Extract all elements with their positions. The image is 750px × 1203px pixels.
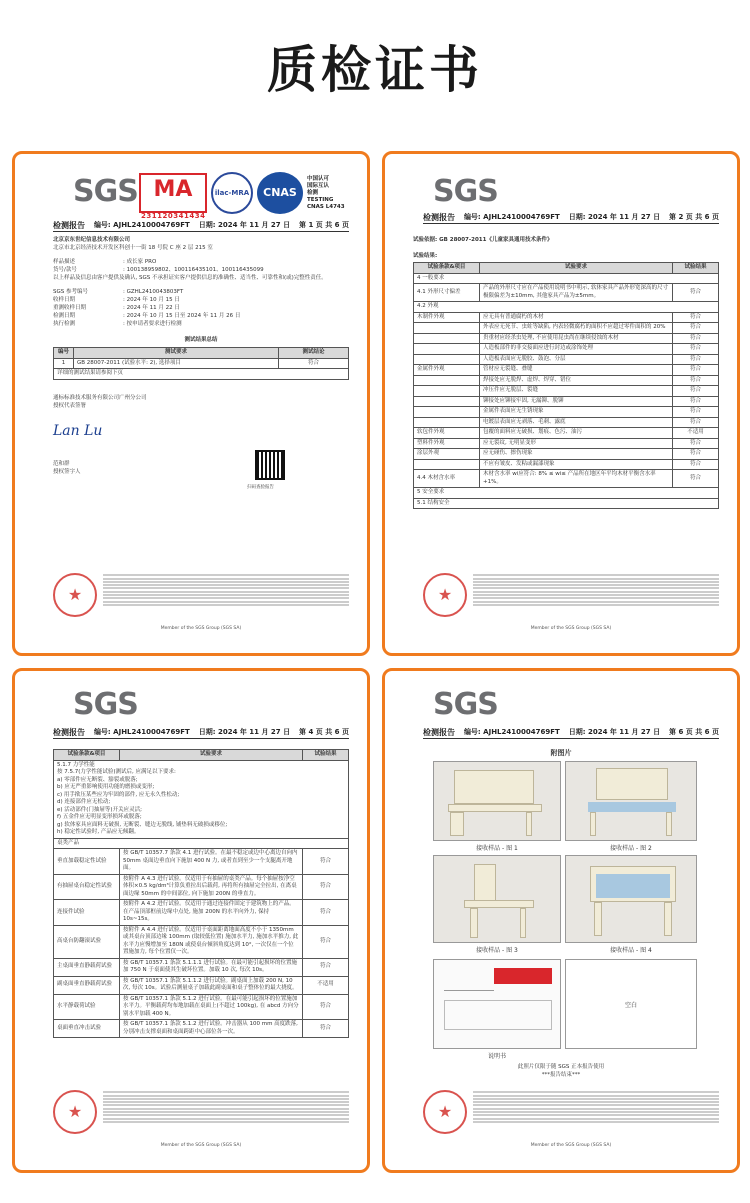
table-row [414, 284, 719, 302]
manual-photo[interactable] [433, 959, 561, 1049]
intro-cell [54, 760, 349, 838]
field-value: : 按申请者要求进行检测 [123, 321, 182, 327]
photo-caption: 接收样品 - 图 4 [610, 947, 652, 954]
report-label: 检测报告 [53, 728, 85, 737]
cnas-caption-line: 国际互认 [307, 182, 330, 189]
table-row [414, 386, 719, 397]
requirement-cell: 木材含水率 wi应符合: 8% ≤ wi≤ 产品所在地区年平均木材平衡含水率+1%。 [480, 470, 673, 488]
requirement-cell: 焊接处应无脱焊、虚焊、焊穿、错位 [480, 375, 673, 386]
header-divider [423, 223, 719, 224]
field-label: 执行检测 [53, 321, 76, 327]
table-row [414, 449, 719, 460]
item-cell [414, 396, 480, 407]
table-row [54, 900, 349, 926]
item-cell: 涂层外观 [414, 449, 480, 460]
requirement-cell: 人造板部件的非交接面应进行封边或涂饰处理 [480, 344, 673, 355]
summary-note: 详细的测试结果请参阅下页 [54, 369, 349, 380]
page-number: 第 1 页 共 6 页 [299, 221, 349, 229]
requirement-cell: 按 GB/T 10357.7 条款 4.1 进行试验。在最不稳定或边中心离边自向内 50mm 桌面边垂直向下施加 400 N 力, 或者直到至少一个支腿离开地面。 [120, 849, 303, 875]
report-date: 日期: 2024 年 11 月 27 日 [568, 728, 661, 736]
report-footer [423, 1090, 719, 1148]
table-row [414, 273, 719, 284]
requirement-cell: 金属件表面应无生锈现象 [480, 407, 673, 418]
table-row [414, 396, 719, 407]
requirement-cell: 产品的外形尺寸应在产品使用说明书中明示, 软体家具产品外形宽深高的尺寸极限偏差为±10mm, 其他家具产品为±5mm。 [480, 284, 673, 302]
field-value: : 2024 年 10 月 15 日 [123, 297, 180, 303]
table-row [414, 438, 719, 449]
result-cell: 符合 [673, 284, 719, 302]
sgs-stamp [53, 1090, 97, 1134]
result-cell: 符合 [303, 849, 349, 875]
item-cell: 4.1 外形尺寸偏差 [414, 284, 480, 302]
signer-name: 范和群 [53, 460, 70, 467]
requirement-cell: 按 GB/T 10357.1 条款 5.1.1.1 进行试验。在最可能引起损坏的位置施加 750 N 于桌面使其生破坏位置。加载 10 次, 每次 10s。 [120, 958, 303, 976]
requirement-cell: 应无裂纹, 无明显变形 [480, 438, 673, 449]
photo-caption: 接收样品 - 图 3 [476, 947, 518, 954]
table-row [54, 958, 349, 976]
table-row [414, 354, 719, 365]
result-cell: 符合 [303, 1020, 349, 1038]
table-row [414, 428, 719, 439]
table-row [414, 302, 719, 313]
requirement-cell: 按 GB/T 10357.1 条款 5.1.2 进行试验。在最可能引起损坏的位置施加水平力。平衡载荷均布地加载在桌面上(不超过 100kg), 在 abcd 方向分别水平加载 400 N。 [120, 994, 303, 1020]
requirement-cell: 贵重材应经杀虫处理, 不应使用昆虫尚在继续侵蚀的木材 [480, 333, 673, 344]
cma-logo [139, 173, 207, 220]
cnas-caption [307, 176, 345, 211]
result-cell: 符合 [673, 323, 719, 334]
table-row [54, 976, 349, 994]
result-cell: 符合 [673, 312, 719, 323]
item-cell [414, 417, 480, 428]
page-number: 第 6 页 共 6 页 [669, 728, 719, 736]
table-row [54, 369, 349, 380]
field-value: : 成长家 PRO [123, 259, 157, 265]
intro-line: e) 活动部件(门抽屉等)开关应灵活; [57, 806, 142, 813]
sample-field-row [53, 266, 349, 274]
result-cell: 符合 [673, 344, 719, 355]
result-cell: 符合 [303, 994, 349, 1020]
item-cell [414, 323, 480, 334]
result-cell: 不适用 [673, 428, 719, 439]
result-header: 试验要求 [480, 263, 673, 274]
result-cell: 符合 [673, 407, 719, 418]
summary-cell: 1 [54, 358, 74, 369]
sample-field-row [53, 288, 349, 296]
summary-title: 测试结果总结 [184, 337, 218, 343]
item-cell: 软包件外观 [414, 428, 480, 439]
cnas-caption-line: TESTING [307, 196, 334, 203]
star-icon: ★ [437, 585, 453, 604]
sgs-logo: SGS [73, 174, 138, 209]
legal-fine-print [473, 573, 719, 611]
table-row [414, 375, 719, 386]
table-row [54, 849, 349, 875]
table-row [54, 838, 349, 849]
item-cell: 有抽屉桌台稳定性试验 [54, 874, 120, 900]
signer-org: 通标标准技术服务有限公司广州分公司 [53, 394, 147, 401]
requirement-cell: 按 GB/T 10357.1 条款 5.1.2 进行试验。冲击器从 100 mm 高度跌落, 分别冲击支撑桌面和桌面跨距中心部位各一次。 [120, 1020, 303, 1038]
table-row [414, 312, 719, 323]
report-date: 日期: 2024 年 11 月 27 日 [568, 213, 661, 221]
cma-text: MA [153, 177, 193, 202]
item-cell: 金属件外观 [414, 365, 480, 376]
result-header: 试验条款&项目 [54, 750, 120, 761]
page-number: 第 4 页 共 6 页 [299, 728, 349, 736]
result-header: 试验条款&项目 [414, 263, 480, 274]
cnas-logo: CNAS [257, 172, 303, 214]
intro-line: g) 软体家具应面料无破损, 无断裂、缝边无脱线, 铺垫料无破损或移位; [57, 821, 228, 828]
result-table [413, 262, 719, 509]
field-label: SGS 参考编号 [53, 289, 88, 295]
requirement-cell: 铆接处应铆接牢固, 无漏铆、脱铆 [480, 396, 673, 407]
table-row [414, 407, 719, 418]
report-header [423, 212, 719, 223]
summary-header: 测试结论 [279, 348, 349, 359]
header-divider [423, 738, 719, 739]
requirement-cell: 不应有皱皮、发粘或漏漆现象 [480, 459, 673, 470]
mechanical-table [53, 749, 349, 1038]
intro-line: a) 零部件应无断裂、豁裂或脱落; [57, 776, 138, 783]
field-value: : 100138959802、100116435101、100116435099 [123, 267, 264, 273]
result-cell: 符合 [303, 958, 349, 976]
photo-caption: 说明书 [487, 1053, 506, 1060]
result-cell: 符合 [303, 925, 349, 958]
cnas-caption-line: CNAS L4743 [307, 203, 345, 210]
intro-line: 按 7.5.7(力学性能试验)测试后, 应满足以下要求: [57, 769, 176, 775]
report-header [53, 220, 349, 231]
section-cell: 5.1 结构安全 [414, 498, 719, 509]
result-cell: 符合 [673, 386, 719, 397]
section-cell: 5 安全要求 [414, 488, 719, 499]
result-cell: 符合 [303, 874, 349, 900]
signature: Lan Lu [53, 422, 103, 439]
result-cell: 符合 [673, 459, 719, 470]
report-number: 编号: AJHL2410004769FT [463, 728, 560, 736]
report-page-6-card[interactable] [382, 668, 740, 1173]
item-cell [414, 333, 480, 344]
summary-table [53, 347, 349, 380]
intro-line: b) 应无严重影响使用功能的磨损或变形; [57, 784, 155, 790]
intro-line: f) 五金件应无明显变形损坏或脱落; [57, 814, 142, 820]
sample-field-row [53, 258, 349, 266]
report-label: 检测报告 [423, 728, 455, 737]
requirement-cell: 应无碰伤、擦伤现象 [480, 449, 673, 460]
requirement-cell: 应无具有普通腐朽的木材 [480, 312, 673, 323]
sgs-logo: SGS [433, 174, 498, 209]
field-value: : GZHL2410043803FT [123, 289, 184, 295]
sample-field-row [53, 320, 349, 328]
sgs-stamp [53, 573, 97, 617]
result-title: 试验结果: [413, 253, 438, 259]
table-row [414, 488, 719, 499]
result-header: 试验要求 [120, 750, 303, 761]
report-footer [423, 573, 719, 631]
report-label: 检测报告 [53, 221, 85, 230]
item-cell [414, 375, 480, 386]
item-cell: 4.4 木材含水率 [414, 470, 480, 488]
sample-photo-2[interactable] [565, 761, 697, 841]
report-page-2-card[interactable] [382, 151, 740, 656]
result-cell: 符合 [303, 900, 349, 926]
item-cell: 高桌台防翻滚试验 [54, 925, 120, 958]
table-row [414, 323, 719, 334]
table-row [54, 1020, 349, 1038]
photo-caption: 接收样品 - 图 2 [610, 845, 652, 852]
sample-photo-1[interactable] [433, 761, 561, 841]
ilac-mra-logo: ilac-MRA [211, 172, 253, 214]
requirement-cell: 按附件 A 4.2 进行试验。仅适用于通过连接件固定于建筑物上的产品。在产品顶部框前边缘中点处, 施加 200N 的水平向外力, 保持 10s~15s。 [120, 900, 303, 926]
client-name: 北京京东世纪信息技术有限公司 [53, 237, 131, 243]
result-cell: 符合 [673, 375, 719, 386]
result-cell: 符合 [673, 365, 719, 376]
report-header [423, 727, 719, 738]
requirement-cell: 包覆的面料应无破损、划痕、色污、油污 [480, 428, 673, 439]
table-row [54, 994, 349, 1020]
sample-field-row [53, 304, 349, 312]
table-row [414, 333, 719, 344]
item-cell [414, 354, 480, 365]
item-cell: 副桌面垂直静载荷试验 [54, 976, 120, 994]
sgs-logo: SGS [433, 687, 498, 722]
report-label: 检测报告 [423, 213, 455, 222]
sgs-logo: SGS [73, 687, 138, 722]
report-header [53, 727, 349, 738]
item-cell: 主桌面垂直静载荷试验 [54, 958, 120, 976]
table-row [414, 470, 719, 488]
table-row [54, 760, 349, 838]
item-cell: 桌面垂直冲击试验 [54, 1020, 120, 1038]
report-date: 日期: 2024 年 11 月 27 日 [198, 728, 291, 736]
page-title: 质检证书 [267, 41, 483, 99]
requirement-cell: 外表应无死节、虫蛀等缺陷, 内表轻微腐朽的面积不应超过零件面积的 20% [480, 323, 673, 334]
star-icon: ★ [67, 585, 83, 604]
report-end: ***报告结束*** [541, 1072, 581, 1078]
table-row [54, 874, 349, 900]
table-row [54, 358, 349, 369]
table-row [414, 498, 719, 509]
report-number: 编号: AJHL2410004769FT [93, 728, 190, 736]
field-label: 重测收样日期 [53, 305, 87, 311]
field-value: : 2024 年 10 月 15 日至 2024 年 11 月 26 日 [123, 313, 241, 319]
item-cell: 木制件外观 [414, 312, 480, 323]
member-text: Member of the SGS Group (SGS SA) [160, 626, 242, 631]
header-divider [53, 231, 349, 232]
table-row [414, 417, 719, 428]
table-row [414, 344, 719, 355]
intro-line: c) 用手揿压某些应为牢固的部件, 应无永久性松动; [57, 791, 180, 798]
qr-caption: 扫码查验报告 [247, 485, 274, 490]
client-address: 北京市北京经济技术开发区科创十一街 18 号院 C 座 2 层 215 室 [53, 245, 213, 251]
item-cell [414, 459, 480, 470]
photo-caption: 接收样品 - 图 1 [476, 845, 518, 852]
sgs-stamp [423, 1090, 467, 1134]
requirement-cell: 按 GB/T 10357.1 条款 5.1.1.2 进行试验。副桌面上加载 200 N, 10 次, 每次 10s。试验后测量桌子加载此副桌面和桌子整体位的最大挠度。 [120, 976, 303, 994]
requirement-cell: 电镀层表面应无剥落、毛刺、露底 [480, 417, 673, 428]
section-cell: 4 一般要求 [414, 273, 719, 284]
qr-code[interactable] [255, 450, 285, 480]
result-cell: 符合 [673, 396, 719, 407]
item-cell: 连接件试验 [54, 900, 120, 926]
field-label: 样品描述 [53, 259, 76, 265]
legal-fine-print [103, 1090, 349, 1128]
field-label: 检测日期 [53, 313, 76, 319]
item-cell [414, 344, 480, 355]
result-cell: 符合 [673, 354, 719, 365]
item-cell [414, 386, 480, 397]
summary-cell: 符合 [279, 358, 349, 369]
test-method: 试验依据: GB 28007-2011《儿童家具通用技术条件》 [413, 237, 553, 243]
signer-org-sub: 授权代表签署 [53, 402, 87, 409]
page-number: 第 2 页 共 6 页 [669, 213, 719, 221]
report-date: 日期: 2024 年 11 月 27 日 [198, 221, 291, 229]
table-row [414, 365, 719, 376]
summary-header: 测试要求 [74, 348, 279, 359]
cnas-caption-line: 检测 [307, 189, 319, 196]
signer-title: 授权签字人 [53, 468, 81, 475]
disclaimer: 以上样品及信息由客户提供及确认, SGS 不承担证实客户提供信息的准确性、适当性、可靠性和(或)完整性责任。 [53, 275, 327, 281]
photo-footnote: 此照片仅限于随 SGS 正本报告使用 [517, 1064, 605, 1070]
section-cell: 4.2 外观 [414, 302, 719, 313]
item-cell: 塑料件外观 [414, 438, 480, 449]
sample-photo-4[interactable] [565, 855, 697, 943]
result-cell: 符合 [673, 438, 719, 449]
member-text: Member of the SGS Group (SGS SA) [530, 626, 612, 631]
result-cell: 符合 [673, 449, 719, 460]
intro-line: 5.1.7 力学性能 [57, 761, 95, 768]
report-footer [53, 573, 349, 631]
report-page-1-card[interactable] [12, 151, 370, 656]
sample-field-row [53, 312, 349, 320]
table-row [414, 459, 719, 470]
result-cell: 不适用 [303, 976, 349, 994]
report-number: 编号: AJHL2410004769FT [463, 213, 560, 221]
summary-cell: GB 28007-2011 (试验水平: 2), 选择项目 [74, 358, 279, 369]
sample-photo-3[interactable] [433, 855, 561, 943]
legal-fine-print [473, 1090, 719, 1128]
requirement-cell: 人造板表面应无脱胶、鼓泡、分层 [480, 354, 673, 365]
sample-field-row [53, 296, 349, 304]
result-header: 试验结果 [303, 750, 349, 761]
sgs-stamp [423, 573, 467, 617]
requirement-cell: 按附件 A 4.3 进行试验。仅适用于有抽屉的桌类产品。每个抽屉按净空体积×0.5 kg/dm³计算负重拉出后载荷, 再将所有抽屉完全拉出, 在离桌面边缘 50mm 的中间部位, 向下施加 200N 的垂直力。 [120, 874, 303, 900]
result-cell: 符合 [673, 333, 719, 344]
requirement-cell: 按附件 A 4.4 进行试验。仅适用于桌面距离地面高度不小于 1350mm 或其桌台顶部边缘 100mm (取较低位置) 施加水平力, 施加水平推力, 此水平力应慢增加至 180N 或使桌台倾斜角度达到 10°, 一次仅在一个位置施加力, 每个位置仅一次。 [120, 925, 303, 958]
report-footer [53, 1090, 349, 1148]
intro-line: h) 稳定性试验时, 产品应无倾翻。 [57, 829, 140, 835]
star-icon: ★ [437, 1102, 453, 1121]
header-divider [53, 738, 349, 739]
blank-label: 空白 [624, 1002, 637, 1009]
report-number: 编号: AJHL2410004769FT [93, 221, 190, 229]
section-cell: 桌类产品 [54, 838, 349, 849]
star-icon: ★ [67, 1102, 83, 1121]
cnas-caption-line: 中国认可 [307, 175, 330, 182]
result-cell: 符合 [673, 470, 719, 488]
requirement-cell: 冲压件应无脱层、裂缝 [480, 386, 673, 397]
member-text: Member of the SGS Group (SGS SA) [160, 1143, 242, 1148]
requirement-cell: 管材应无裂缝、叠缝 [480, 365, 673, 376]
cma-number: 231120341434 [141, 212, 206, 220]
legal-fine-print [103, 573, 349, 611]
attachment-title: 附图片 [550, 749, 572, 757]
table-row [54, 925, 349, 958]
field-label: 收样日期 [53, 297, 76, 303]
item-cell: 水平静载荷试验 [54, 994, 120, 1020]
result-header: 试验结果 [673, 263, 719, 274]
member-text: Member of the SGS Group (SGS SA) [530, 1143, 612, 1148]
item-cell: 垂直加载稳定性试验 [54, 849, 120, 875]
intro-line: d) 连接部件应无松动; [57, 799, 111, 805]
field-value: : 2024 年 11 月 22 日 [123, 305, 180, 311]
blank-photo-slot [565, 959, 697, 1049]
report-page-4-card[interactable] [12, 668, 370, 1173]
field-label: 货号/款号 [53, 267, 77, 273]
item-cell [414, 407, 480, 418]
result-cell: 符合 [673, 417, 719, 428]
summary-header: 编号 [54, 348, 74, 359]
